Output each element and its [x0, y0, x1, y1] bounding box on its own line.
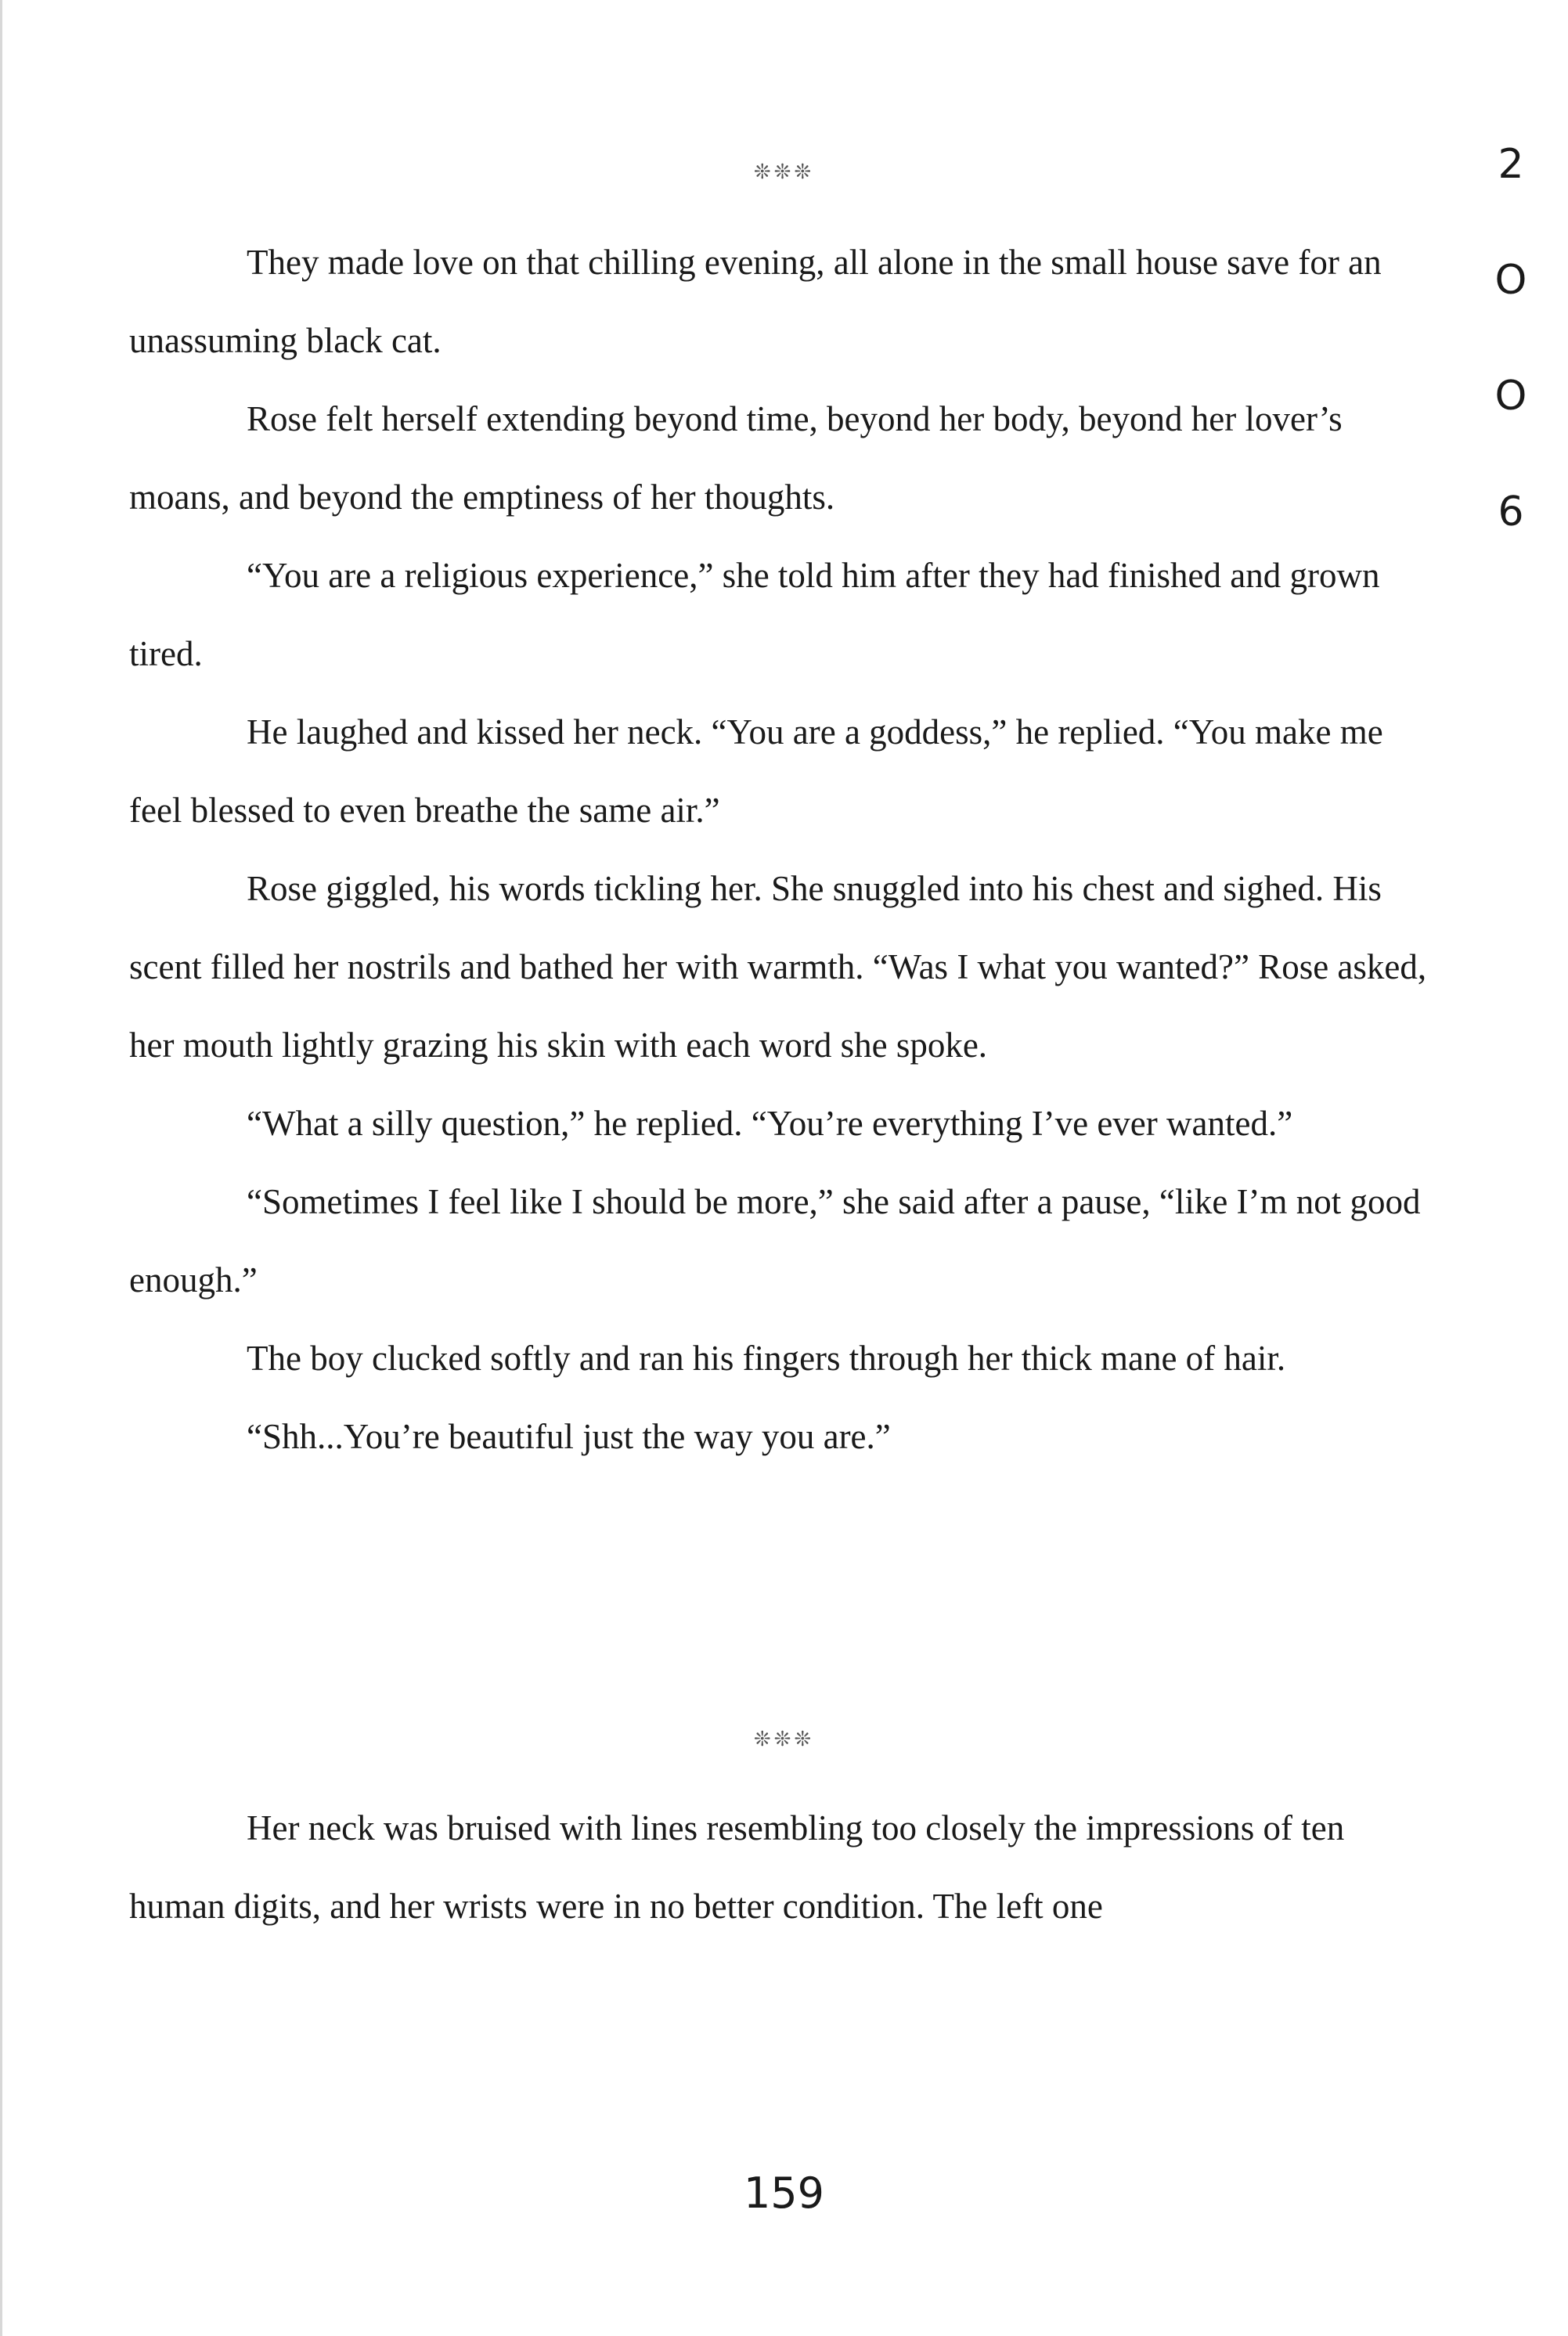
section-two-text — [129, 1789, 1429, 1945]
year-digit: O — [1494, 257, 1527, 304]
section-break-ornament: ❊❊❊ — [753, 1728, 815, 1750]
section-one-text — [129, 223, 1429, 1476]
paragraph: They made love on that chilling evening, all alone in the small house save for an unassuming black cat. — [129, 243, 1382, 360]
year-digit: 6 — [1498, 488, 1524, 535]
section-break-ornament: ❊❊❊ — [753, 160, 815, 183]
page-number: 159 — [743, 2168, 825, 2218]
page-edge — [0, 0, 2, 2336]
paragraph: Rose felt herself extending beyond time, beyond her body, beyond her lover’s moans, and beyond the emptiness of her thoughts. — [129, 399, 1343, 517]
paragraph: “Sometimes I feel like I should be more,” she said after a pause, “like I’m not good enough.” — [129, 1182, 1421, 1300]
year-digit: 2 — [1498, 141, 1524, 188]
year-digit: O — [1494, 373, 1527, 420]
paragraph: Her neck was bruised with lines resembling too closely the impressions of ten human digits, and her wrists were in no better condition. The left one — [129, 1808, 1345, 1926]
year-marker — [1483, 137, 1538, 600]
paragraph: “You are a religious experience,” she told him after they had finished and grown tired. — [129, 556, 1380, 673]
paragraph: He laughed and kissed her neck. “You are a goddess,” he replied. “You make me feel blessed to even breathe the same air.” — [129, 712, 1383, 830]
paragraph: Rose giggled, his words tickling her. She snuggled into his chest and sighed. His scent filled her nostrils and bathed her with warmth. “Was I what you wanted?” Rose asked, her mouth lightly grazing his skin with each word she spoke. — [129, 869, 1427, 1065]
paragraph: “What a silly question,” he replied. “You’re everything I’ve ever wanted.” — [247, 1104, 1293, 1143]
paragraph: The boy clucked softly and ran his fingers through her thick mane of hair. — [247, 1339, 1286, 1378]
paragraph: “Shh...You’re beautiful just the way you are.” — [247, 1417, 891, 1456]
